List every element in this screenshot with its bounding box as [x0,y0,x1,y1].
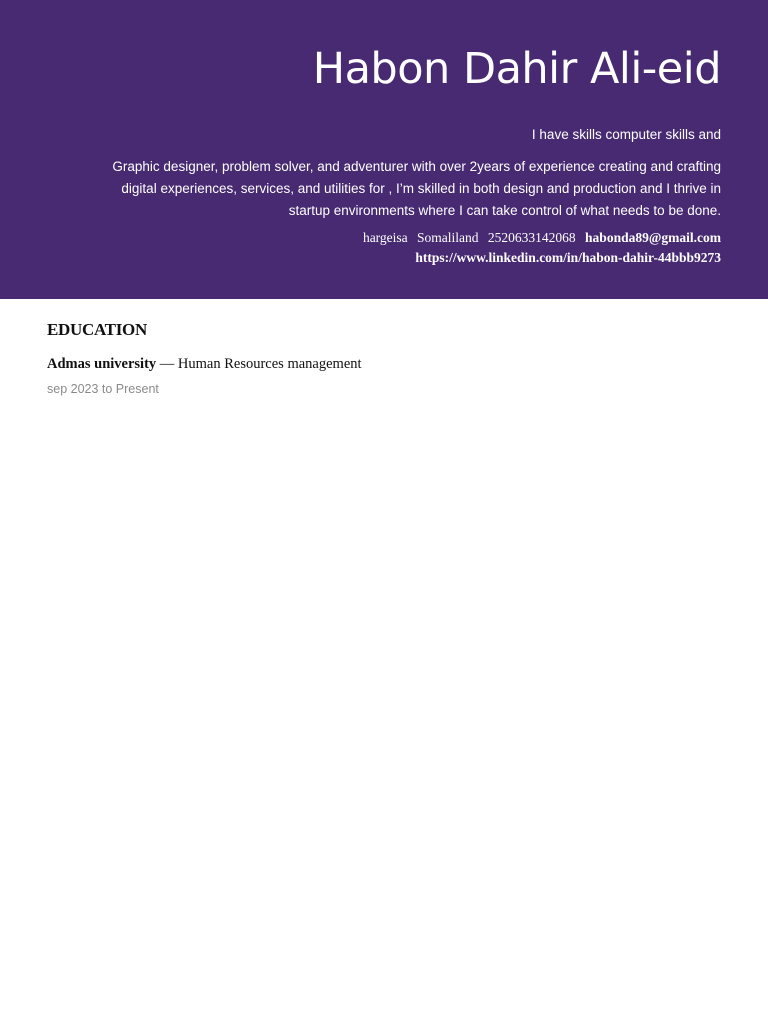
resume-header [0,0,768,299]
person-name: Habon Dahir Ali-eid [312,44,721,94]
summary: Graphic designer, problem solver, and adventurer with over 2years of experience creating and crafting digital experiences, services, and utilities for , I’m skilled in both design and production and I thrive in startup environments where I can take control of what needs to be done. [112,159,721,218]
school-name: Admas university [47,356,157,372]
headline: I have skills computer skills and [531,127,721,142]
education-dates: sep 2023 to Present [47,382,159,396]
contact-email-link[interactable]: habonda89@gmail.com [585,230,721,245]
education-entry [47,356,362,373]
separator-dash: — [159,356,175,372]
contact-line [357,230,721,246]
program-name: Human Resources management [177,356,362,372]
contact-region: Somaliland [417,230,479,245]
linkedin-link[interactable]: https://www.linkedin.com/in/habon-dahir-44bbb9273 [415,250,721,265]
contact-phone: 2520633142068 [487,230,576,245]
contact-city: hargeisa [362,230,408,245]
education-heading: EDUCATION [47,320,147,339]
